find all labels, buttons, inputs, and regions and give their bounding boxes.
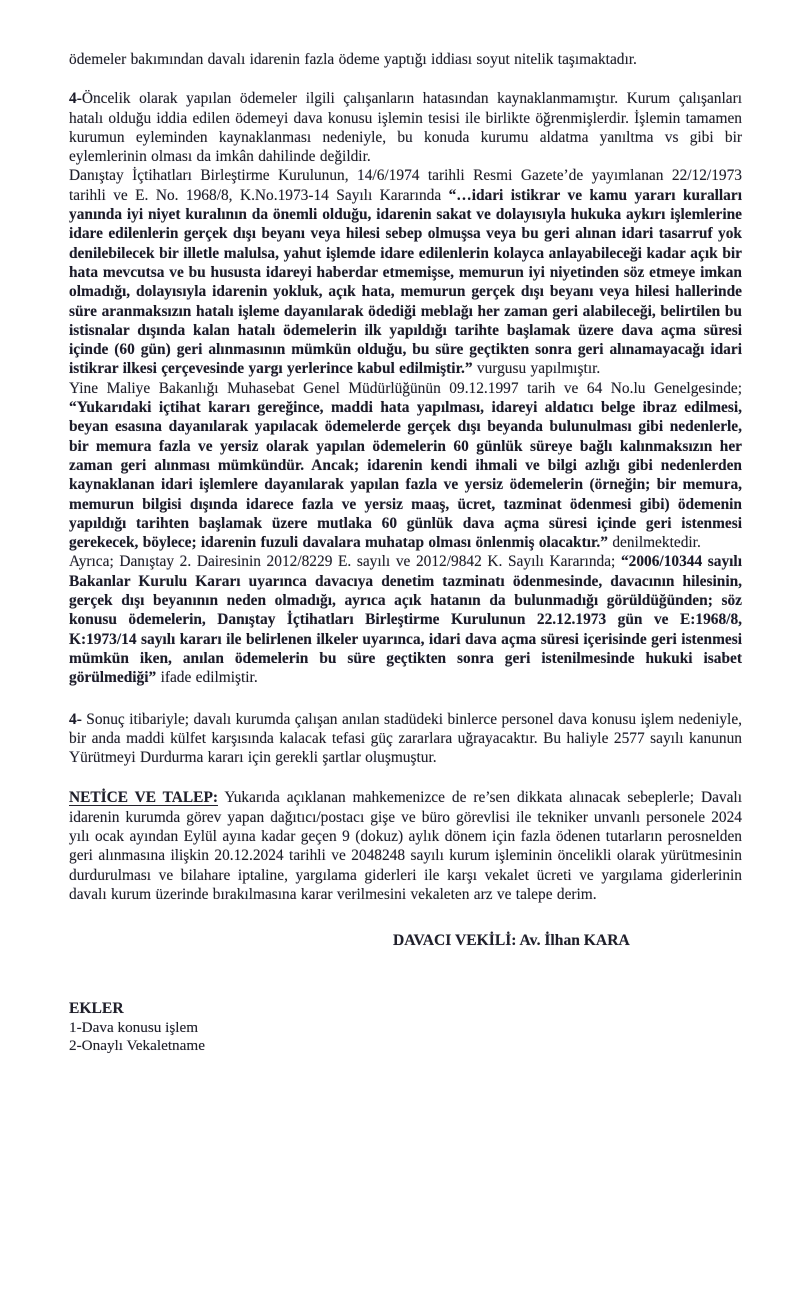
maliye-genelgesi-quote: “Yukarıdaki içtihat kararı gereğince, maddi hata yapılması, idareyi aldatıcı belge ibraz edilmesi, beyan esasına dayanılarak yapılacak ödemelerde gerçek dışı beyanda bulunulması gibi nedenlerle, bir memura fazla ve yersiz olarak yapılan ödemelerin 60 günlük süreye bağlı kalınmaksızın her zaman geri alınması mümkündür. Ancak; idarenin kendi ihmali ve bilgi azlığı gibi nedenlerden kaynaklanan idari işlemlere dayanılarak yapılan fazla ve yersiz ödemelerin (örneğin; bir memura, memurun bilgisi dışında idarece fazla ve yersiz maaş, ücret, tazminat ödenmesi gibi) ödemenin yapıldığı tarihten başlamak üzere mutlaka 60 günlük dava açma süresi içinde geri istenmesi gerekecek, böylece; idarenin fuzuli davalara muhatap olması önlenmiş olacaktır.”	[69, 399, 742, 552]
intro-text: ödemeler bakımından davalı idarenin fazla ödeme yaptığı iddiası soyut nitelik taşımaktadır.	[69, 51, 637, 68]
para-sonuc	[69, 710, 742, 768]
para-intro	[69, 50, 742, 69]
attachments-section	[69, 1000, 742, 1056]
para-maliye-genelgesi	[69, 379, 742, 553]
para-sonuc-text: Sonuç itibariyle; davalı kurumda çalışan anılan stadüdeki binlerce personel dava konusu işlem nedeniyle, bir anda maddi külfet karşısında kalacak tefasi güç zararlara uğrayacaktır. Bu haliyle 2577 sayılı kanunun Yürütmeyi Durdurma kararı için gerekli şartlar oluşmuştur.	[69, 710, 742, 767]
para-oncelik	[69, 89, 742, 166]
para-sonuc-number: 4-	[69, 710, 82, 728]
attachment-item-2: 2-Onaylı Vekaletname	[69, 1037, 205, 1055]
maliye-genelgesi-head: Yine Maliye Bakanlığı Muhasebat Genel Müdürlüğünün 09.12.1997 tarih ve 64 No.lu Genelgesinde;	[69, 379, 742, 397]
netice-talep-label: NETİCE VE TALEP:	[69, 789, 218, 807]
danistay-karari-quote: “…idari istikrar ve kamu yararı kuralları yanında iyi niyet kuralının da önemli olduğu, idarenin sakat ve dolayısıyla hukuka aykırı işlemlerine idare edilenlerin gerçek dışı beyanı veya hilesi sebep olmuşsa veya bu geri alınan idari tasarruf yok denilebilecek bir illetle malulsa, yahut işlemde idare edilenlerin kolayca anlayabileceği kadar açık bir hata mevcutsa ve bu hususta idareyi haberdar etmemişse, memurun iyi niyetinden söz etmeye imkan olmadığı, dolayısıyla idarenin yokluk, açık hata, memurun gerçek dışı beyanı veya hilesi hallerinde süre aranmaksızın hatalı işleme dayanılarak ödediği meblağı her zaman geri alabileceği, belirtilen bu istisnalar dışında kalan hatalı ödemelerin ilk yapıldığı tarihte başlamak üzere dava açma süresi içinde (60 gün) geri alınmasının mümkün olduğu, bu süre geçtikten sonra geri alınamayacağı idari istikrar ilkesi çerçevesinde yargı yerlerince kabul edilmiştir.”	[69, 186, 742, 378]
maliye-genelgesi-tail: denilmektedir.	[607, 534, 701, 552]
netice-talep-text: Yukarıda açıklanan mahkemenizce de re’sen dikkata alınacak sebeplerle; Davalı idarenin kurumda görev yapan dağıtıcı/postacı gişe ve büro görevlisi ile tekniker unvanlı personele 2024 yılı ocak ayından Eylül ayına kadar geçen 9 (dokuz) aylık dönem için fazla ödenen tutarların perosnelden geri alınmasına ilişkin 20.12.2024 tarihli ve 2048248 sayılı kurum işleminin öncelikli olarak yürütmesinin durdurulması ve bilahare iptaline, yargılama giderleri ile karşı vekalet ücreti ve yargılama giderlerinin davalı kurum üzerinde bırakılmasına karar verilmesini vekaleten arz ve talepe derim.	[69, 789, 742, 903]
danistay-2-daire-quote: “2006/10344 sayılı Bakanlar Kurulu Kararı uyarınca davacıya denetim tazminatı ödenmesinde, davacının hilesinin, gerçek dışı beyanının neden olmadığı, ayrıca açık hatanın da bulunmadığı görüldüğünden; söz konusu ödemelerin, Danıştay İçtihatları Birleştirme Kurulunun 22.12.1973 gün ve E:1968/8, K:1973/14 sayılı kararı ile belirlenen ilkeler uyarınca, idari dava açma süresi içerisinde geri istenmesi mümkün iken, anılan ödemelerin bu süre geçtikten sonra geri istenilmesinde hukuki isabet görülmediği”	[69, 553, 742, 687]
signature-line	[69, 931, 742, 950]
danistay-karari-tail: vurgusu yapılmıştır.	[472, 360, 601, 378]
signature-text: DAVACI VEKİLİ: Av. İlhan KARA	[393, 932, 630, 950]
attachment-item-1: 1-Dava konusu işlem	[69, 1018, 199, 1036]
para-danistay-2-daire	[69, 552, 742, 687]
attachments-title: EKLER	[69, 1000, 124, 1018]
danistay-karari-head: Danıştay İçtihatları Birleştirme Kurulunun, 14/6/1974 tarihli Resmi Gazete’de yayımlanan 22/12/1973 tarihli ve E. No. 1968/8, K.No.1973-14 Sayılı Kararında	[69, 167, 742, 204]
para-danistay-karari	[69, 166, 742, 378]
danistay-2-daire-head: Ayrıca; Danıştay 2. Dairesinin 2012/8229 E. sayılı ve 2012/9842 K. Sayılı Kararında;	[69, 553, 621, 571]
danistay-2-daire-tail: ifade edilmiştir.	[156, 669, 258, 687]
para-oncelik-number: 4-	[69, 90, 82, 108]
para-netice-talep	[69, 788, 742, 904]
para-oncelik-text: Öncelik olarak yapılan ödemeler ilgili çalışanların hatasından kaynaklanmamıştır. Kurum çalışanları hatalı olduğu iddia edilen ödemeyi dava konusu işlemin tesisi ile birlikte öğrenmişlerdir. İşlemin tamamen kurumun eyleminden kaynaklanması nedeniyle, bu konuda kurumu aldatma yanıltma vs gibi bir eylemlerinin olması da imkân dahilinde değildir.	[69, 90, 742, 166]
